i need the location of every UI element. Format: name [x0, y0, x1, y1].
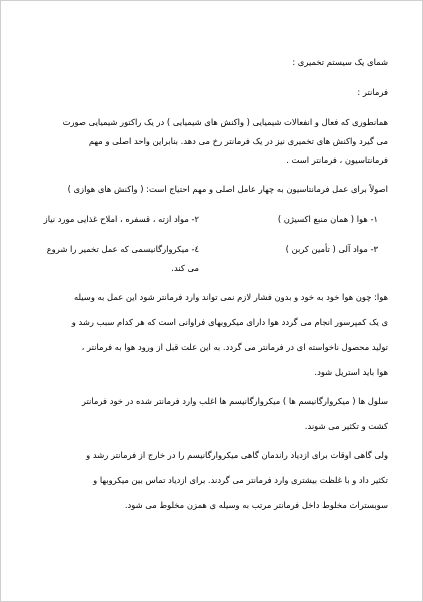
factor-row	[34, 210, 388, 229]
paragraph-cells	[34, 392, 388, 436]
factor-item: ۳- مواد آلی ( تأمین کربن )	[285, 244, 378, 254]
paragraph-air	[34, 288, 388, 382]
paragraph-line: کشت و تکثیر می شوند.	[304, 421, 388, 431]
paragraph-line: ی یک کمپرسور انجام می گردد هوا دارای میکروبهای فراوانی است که هر کدام سبب رشد و	[71, 317, 388, 327]
document-body	[34, 53, 388, 515]
paragraph-line: تولید محصول ناخواسته ای در فرمانتر می گردد. به این علت قبل از ورود هوا به فرمانتر ،	[81, 342, 388, 352]
paragraph-factors-intro: اصولاً برای عمل فرمانتاسیون به چهار عامل اصلی و مهم احتیاج است: ( واکنش های هوازی )	[67, 184, 388, 194]
section-heading: شمای یک سیستم تخمیری :	[292, 57, 388, 67]
factor-row	[34, 240, 388, 278]
paragraph-growth	[34, 446, 388, 515]
paragraph-line: تکثیر داد و با غلظت بیشتری وارد فرمانتر می گردند. برای ازدیاد تماس بین میکروبها و	[93, 475, 388, 485]
factor-item: ٤- میکروارگانیسمی که عمل تخمیر را شروع می کند.	[46, 244, 199, 273]
paragraph-line: سوبسترات مخلوط داخل فرمانتر مرتب به وسیله ی همزن مخلوط می شود.	[124, 500, 388, 510]
paragraph-line: فرمانتاسیون ، فرمانتر است .	[286, 155, 388, 165]
paragraph-line: هوا: چون هوا خود به خود و بدون فشار لازم نمی تواند وارد فرمانتر شود این عمل به وسیله	[74, 292, 388, 302]
subsection-heading: فرمانتر :	[357, 87, 388, 97]
paragraph-line: همانطوری که فعال و انفعالات شیمیایی ( واکنش های شیمیایی ) در یک راکتور شیمیایی صورت	[62, 117, 388, 127]
paragraph-line: هوا باید استریل شود.	[314, 367, 388, 377]
paragraph-line: می گیرد واکنش های تخمیری نیز در یک فرمانتر رخ می دهد. بنابراین واحد اصلی و مهم	[88, 136, 388, 146]
paragraph-line: ولی گاهی اوقات برای ازدیاد راندمان گاهی میکروارگانیسم را در خارج از فرمانتر رشد و	[86, 450, 388, 460]
paragraph-intro	[34, 113, 388, 170]
paragraph-line: سلول ها ( میکروارگانیسم ها ) میکروارگانیسم ها اغلب وارد فرمانتر شده در خود فرمانتر	[81, 396, 388, 406]
factor-item: ۲- مواد ازته ، قسفره ، املاح غذایی مورد نیاز	[43, 214, 199, 224]
factor-item: ۱- هوا ( همان منبع اکسیژن )	[277, 214, 378, 224]
